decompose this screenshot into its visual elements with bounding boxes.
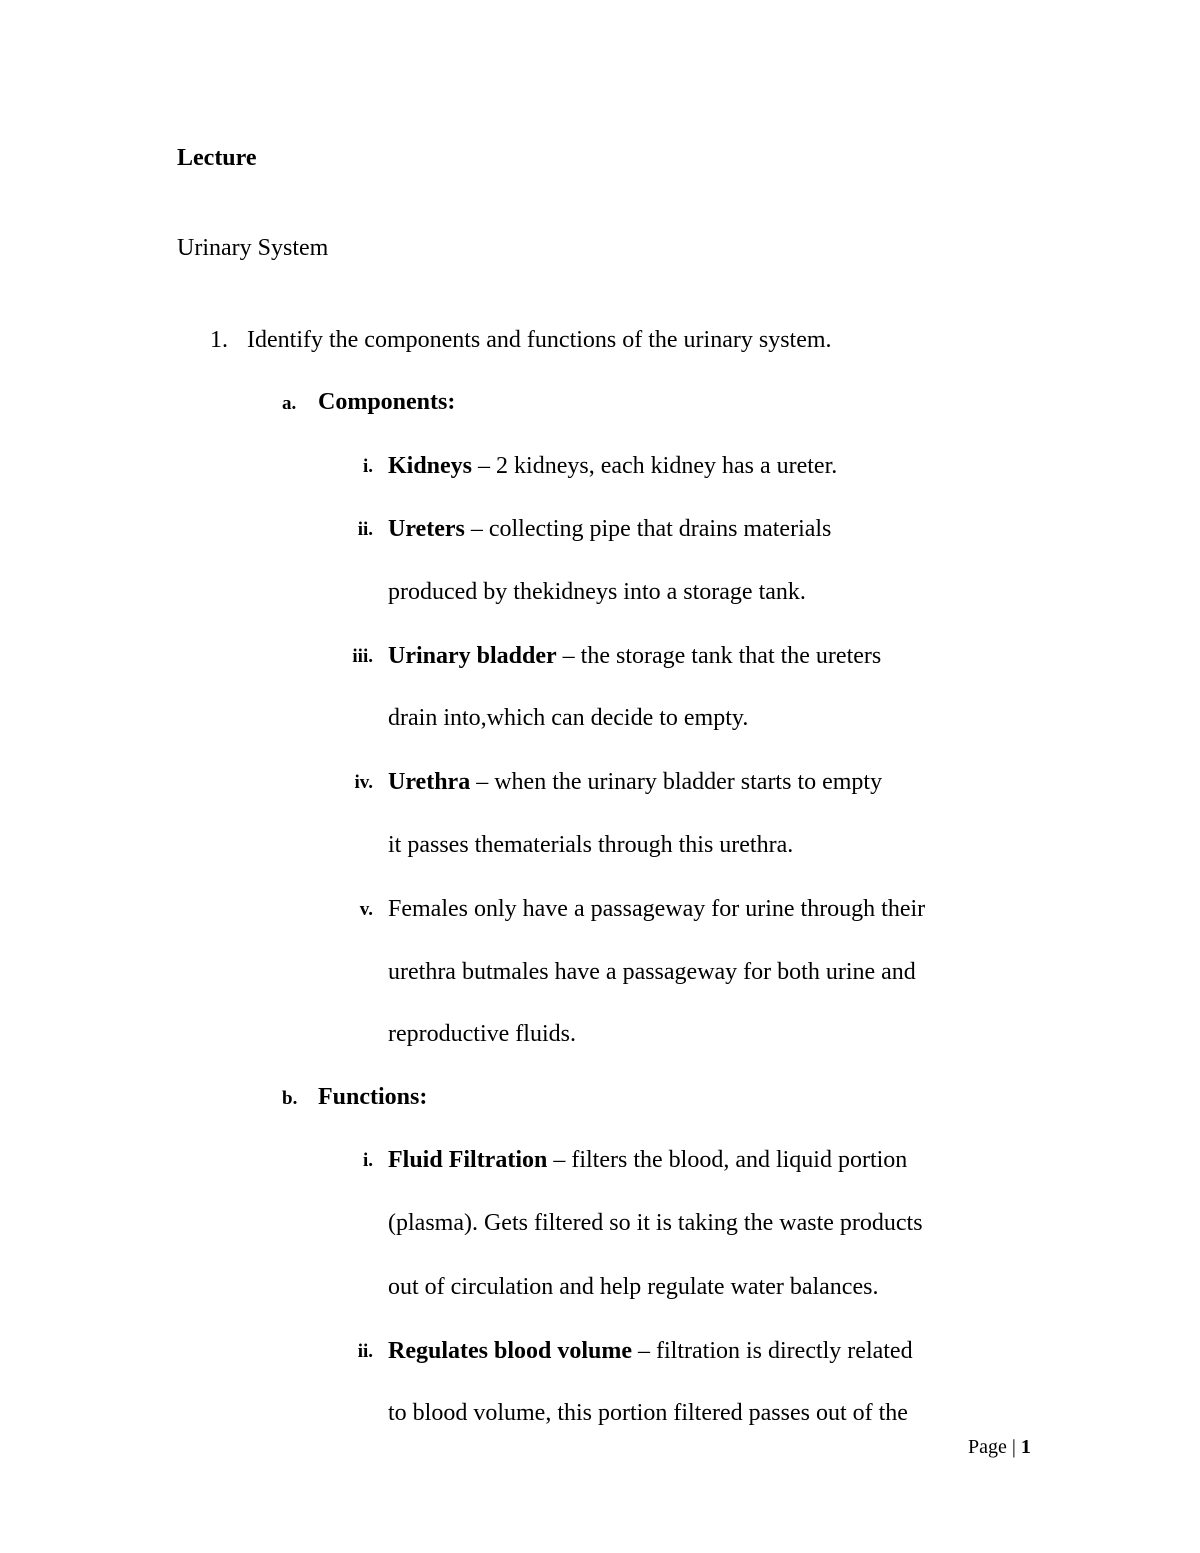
definition-line: urethra butmales have a passageway for both urine and	[388, 959, 916, 985]
term: Urinary bladder	[388, 643, 557, 669]
list-marker: i.	[362, 1150, 373, 1171]
section-heading-functions: Functions:	[318, 1084, 428, 1110]
list-marker: ii.	[357, 1341, 373, 1362]
section-marker-components: a.	[282, 393, 297, 414]
list-item	[388, 1145, 907, 1175]
list-item	[388, 1336, 913, 1366]
term: Fluid Filtration	[388, 1147, 548, 1173]
definition-line: – collecting pipe that drains materials	[470, 516, 832, 542]
definition-line: out of circulation and help regulate water balances.	[388, 1274, 879, 1300]
list-item-number: 1.	[210, 327, 228, 353]
definition-line: produced by thekidneys into a storage tank.	[388, 579, 806, 605]
list-item	[388, 451, 837, 481]
definition-line: (plasma). Gets filtered so it is taking the waste products	[388, 1210, 923, 1236]
list-item	[388, 641, 881, 671]
definition-line: – filters the blood, and liquid portion	[553, 1147, 908, 1173]
definition-line: – filtration is directly related	[638, 1338, 913, 1364]
page-number: 1	[1020, 1436, 1031, 1458]
definition-line: – 2 kidneys, each kidney has a ureter.	[478, 453, 838, 479]
definition-line: – the storage tank that the ureters	[562, 643, 882, 669]
definition-line: Females only have a passageway for urine through their	[388, 896, 926, 922]
definition-line: – when the urinary bladder starts to empty	[476, 769, 883, 795]
definition-line: drain into,which can decide to empty.	[388, 705, 749, 731]
term: Kidneys	[388, 453, 473, 479]
term: Urethra	[388, 769, 471, 795]
document-title: Lecture	[177, 145, 257, 171]
term: Ureters	[388, 516, 465, 542]
definition-line: it passes thematerials through this urethra.	[388, 832, 794, 858]
list-marker: v.	[359, 899, 373, 920]
list-marker: iii.	[352, 646, 373, 667]
list-marker: i.	[362, 456, 373, 477]
section-marker-functions: b.	[282, 1088, 298, 1109]
definition-line: to blood volume, this portion filtered passes out of the	[388, 1400, 908, 1426]
list-item	[388, 514, 831, 544]
list-item	[388, 767, 882, 797]
section-heading-components: Components:	[318, 389, 456, 415]
document-subtitle: Urinary System	[177, 235, 329, 261]
definition-line: reproductive fluids.	[388, 1021, 576, 1047]
term: Regulates blood volume	[388, 1338, 633, 1364]
page-footer	[968, 1434, 1031, 1460]
list-marker: ii.	[357, 519, 373, 540]
list-marker: iv.	[354, 772, 373, 793]
list-item-text: Identify the components and functions of the urinary system.	[247, 327, 832, 353]
page-label: Page |	[968, 1436, 1016, 1458]
